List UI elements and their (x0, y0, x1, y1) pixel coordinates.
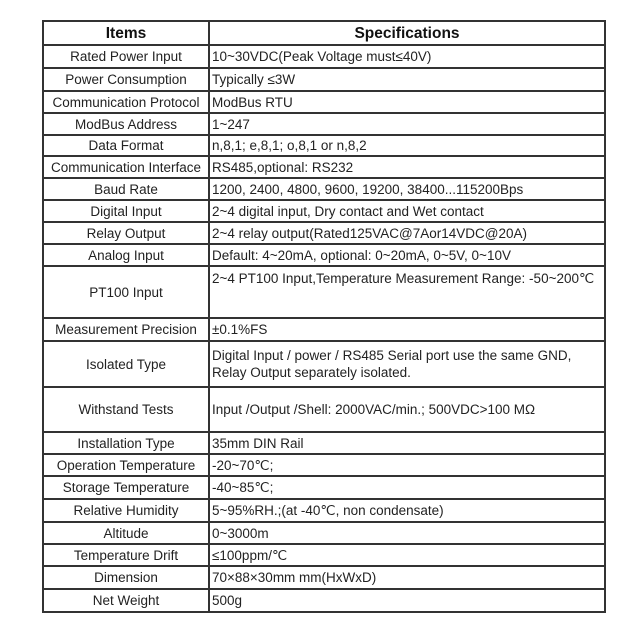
table-row (43, 113, 605, 135)
item-cell: Data Format (43, 135, 209, 156)
item-cell: Power Consumption (43, 68, 209, 91)
spec-cell: -20~70℃; (209, 454, 605, 476)
spec-cell: 70×88×30mm mm(HxWxD) (209, 566, 605, 589)
item-cell: Temperature Drift (43, 544, 209, 566)
header-specifications: Specifications (209, 21, 605, 45)
spec-cell: Default: 4~20mA, optional: 0~20mA, 0~5V, 0~10V (209, 244, 605, 266)
spec-cell: 2~4 relay output(Rated125VAC@7Aor14VDC@20A) (209, 222, 605, 244)
spec-cell: Input /Output /Shell: 2000VAC/min.; 500VDC>100 MΩ (209, 387, 605, 432)
spec-cell: 5~95%RH.;(at -40℃, non condensate) (209, 499, 605, 522)
item-cell: Installation Type (43, 432, 209, 454)
item-cell: Dimension (43, 566, 209, 589)
table-row (43, 544, 605, 566)
item-cell: Altitude (43, 522, 209, 544)
item-cell: Rated Power Input (43, 45, 209, 68)
table-row (43, 178, 605, 200)
item-cell: Analog Input (43, 244, 209, 266)
item-cell: Communication Interface (43, 156, 209, 178)
table-row (43, 156, 605, 178)
spec-cell: 1200, 2400, 4800, 9600, 19200, 38400...115200Bps (209, 178, 605, 200)
table-row (43, 432, 605, 454)
table-row (43, 476, 605, 499)
table-row (43, 45, 605, 68)
item-cell: Isolated Type (43, 341, 209, 387)
item-cell: PT100 Input (43, 266, 209, 318)
spec-cell: 1~247 (209, 113, 605, 135)
item-cell: Digital Input (43, 200, 209, 222)
table-row (43, 522, 605, 544)
spec-cell: Typically ≤3W (209, 68, 605, 91)
item-cell: Withstand Tests (43, 387, 209, 432)
table-row (43, 318, 605, 341)
spec-cell: 2~4 digital input, Dry contact and Wet contact (209, 200, 605, 222)
spec-cell: 2~4 PT100 Input,Temperature Measurement Range: -50~200℃ (209, 266, 605, 318)
table-header-row (43, 21, 605, 45)
spec-cell: n,8,1; e,8,1; o,8,1 or n,8,2 (209, 135, 605, 156)
spec-cell: 0~3000m (209, 522, 605, 544)
item-cell: Baud Rate (43, 178, 209, 200)
table-row (43, 387, 605, 432)
table-row (43, 200, 605, 222)
item-cell: ModBus Address (43, 113, 209, 135)
item-cell: Measurement Precision (43, 318, 209, 341)
table-row (43, 91, 605, 113)
spec-cell: -40~85℃; (209, 476, 605, 499)
table-row (43, 266, 605, 318)
item-cell: Storage Temperature (43, 476, 209, 499)
spec-cell: ≤100ppm/℃ (209, 544, 605, 566)
table-row (43, 222, 605, 244)
spec-cell: ModBus RTU (209, 91, 605, 113)
spec-cell: 35mm DIN Rail (209, 432, 605, 454)
table-row (43, 566, 605, 589)
header-items: Items (43, 21, 209, 45)
item-cell: Relay Output (43, 222, 209, 244)
table-row (43, 499, 605, 522)
spec-cell: Digital Input / power / RS485 Serial port use the same GND, Relay Output separately isolated. (209, 341, 605, 387)
item-cell: Communication Protocol (43, 91, 209, 113)
specifications-table (42, 20, 606, 613)
table-row (43, 341, 605, 387)
table-row (43, 135, 605, 156)
table-row (43, 68, 605, 91)
item-cell: Operation Temperature (43, 454, 209, 476)
table-row (43, 589, 605, 612)
table-row (43, 244, 605, 266)
table-row (43, 454, 605, 476)
spec-cell: 10~30VDC(Peak Voltage must≤40V) (209, 45, 605, 68)
item-cell: Net Weight (43, 589, 209, 612)
spec-cell: ±0.1%FS (209, 318, 605, 341)
spec-cell: RS485,optional: RS232 (209, 156, 605, 178)
spec-cell: 500g (209, 589, 605, 612)
item-cell: Relative Humidity (43, 499, 209, 522)
